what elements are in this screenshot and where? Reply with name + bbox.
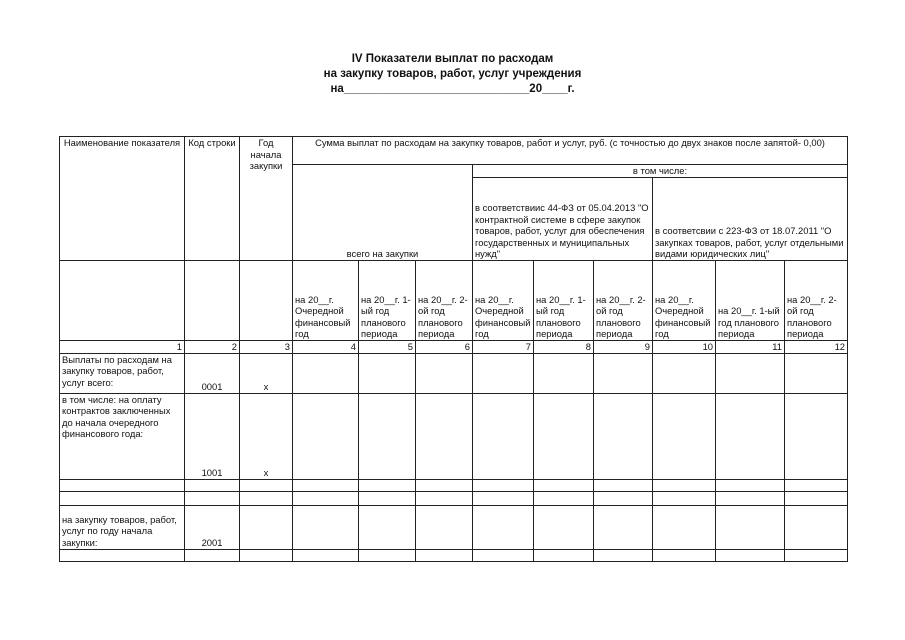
header-code: Код строки (185, 137, 240, 261)
value-cell[interactable] (416, 491, 473, 505)
row-year: x (240, 393, 293, 479)
payments-table (59, 136, 848, 562)
period-header: на 20__г. Очередной финансовый год (653, 261, 716, 341)
row-name: на закупку товаров, работ, услуг по году начала закупки: (60, 505, 185, 549)
value-cell[interactable] (293, 491, 359, 505)
value-cell[interactable] (534, 549, 594, 561)
row-code: 1001 (185, 393, 240, 479)
column-number: 10 (653, 341, 716, 354)
row-year (240, 549, 293, 561)
value-cell[interactable] (653, 491, 716, 505)
value-cell[interactable] (716, 491, 785, 505)
row-name: в том числе: на оплату контрактов заключенных до начала очередного финансового года: (60, 393, 185, 479)
value-cell[interactable] (359, 549, 416, 561)
column-number: 2 (185, 341, 240, 354)
period-header: на 20__г. 1-ый год планового периода (359, 261, 416, 341)
value-cell[interactable] (473, 353, 534, 393)
period-header: на 20__г. 1-ый год планового периода (716, 261, 785, 341)
value-cell[interactable] (359, 353, 416, 393)
value-cell[interactable] (653, 549, 716, 561)
value-cell[interactable] (359, 479, 416, 491)
value-cell[interactable] (785, 393, 848, 479)
value-cell[interactable] (473, 549, 534, 561)
value-cell[interactable] (473, 491, 534, 505)
value-cell[interactable] (416, 479, 473, 491)
table-row (60, 491, 848, 505)
value-cell[interactable] (716, 479, 785, 491)
row-code (185, 479, 240, 491)
value-cell[interactable] (534, 479, 594, 491)
row-code (185, 549, 240, 561)
value-cell[interactable] (293, 549, 359, 561)
column-number: 8 (534, 341, 594, 354)
table-row (60, 353, 848, 393)
column-number: 4 (293, 341, 359, 354)
value-cell[interactable] (534, 491, 594, 505)
value-cell[interactable] (594, 505, 653, 549)
value-cell[interactable] (359, 393, 416, 479)
value-cell[interactable] (716, 549, 785, 561)
value-cell[interactable] (653, 505, 716, 549)
value-cell[interactable] (653, 479, 716, 491)
column-number: 3 (240, 341, 293, 354)
row-year (240, 505, 293, 549)
header-name: Наименование показателя (60, 137, 185, 261)
column-numbers-row (60, 341, 848, 354)
column-number: 12 (785, 341, 848, 354)
table-row (60, 549, 848, 561)
header-sum: Сумма выплат по расходам на закупку товаров, работ и услуг, руб. (с точностью до двух знаков после запятой- 0,00) (293, 137, 848, 165)
column-number: 7 (473, 341, 534, 354)
header-223fz: в соответсвии с 223-ФЗ от 18.07.2011 "О закупках товаров, работ, услуг отдельными видами юридических лиц" (653, 178, 848, 261)
period-header: на 20__г. Очередной финансовый год (293, 261, 359, 341)
table-row (60, 393, 848, 479)
value-cell[interactable] (416, 549, 473, 561)
column-number: 9 (594, 341, 653, 354)
value-cell[interactable] (416, 505, 473, 549)
value-cell[interactable] (416, 393, 473, 479)
row-year: x (240, 353, 293, 393)
row-code (185, 491, 240, 505)
value-cell[interactable] (594, 353, 653, 393)
table-row (60, 505, 848, 549)
value-cell[interactable] (293, 479, 359, 491)
value-cell[interactable] (534, 353, 594, 393)
section-date-line: на_____________________________20____г. (330, 83, 575, 95)
value-cell[interactable] (594, 491, 653, 505)
table-row (60, 479, 848, 491)
column-number: 1 (60, 341, 185, 354)
row-name (60, 549, 185, 561)
value-cell[interactable] (293, 353, 359, 393)
row-year (240, 479, 293, 491)
value-cell[interactable] (716, 505, 785, 549)
value-cell[interactable] (653, 353, 716, 393)
value-cell[interactable] (594, 549, 653, 561)
row-year (240, 491, 293, 505)
row-code: 2001 (185, 505, 240, 549)
value-cell[interactable] (785, 479, 848, 491)
row-code: 0001 (185, 353, 240, 393)
header-year: Год начала закупки (240, 137, 293, 261)
row-name (60, 491, 185, 505)
value-cell[interactable] (594, 479, 653, 491)
value-cell[interactable] (785, 353, 848, 393)
value-cell[interactable] (785, 549, 848, 561)
value-cell[interactable] (473, 505, 534, 549)
value-cell[interactable] (785, 491, 848, 505)
column-number: 5 (359, 341, 416, 354)
period-header: на 20__г. 2-ой год планового периода (594, 261, 653, 341)
value-cell[interactable] (293, 393, 359, 479)
period-header: на 20__г. 2-ой год планового периода (785, 261, 848, 341)
column-number: 11 (716, 341, 785, 354)
value-cell[interactable] (473, 393, 534, 479)
period-header: на 20__г. 2-ой год планового периода (416, 261, 473, 341)
value-cell[interactable] (534, 505, 594, 549)
header-44fz: в соответствиис 44-ФЗ от 05.04.2013 "О контрактной системе в сфере закупок товаров, работ, услуг для обеспечения государственных и муниципальных нужд" (473, 178, 653, 261)
value-cell[interactable] (716, 353, 785, 393)
row-name: Выплаты по расходам на закупку товаров, работ, услуг всего: (60, 353, 185, 393)
value-cell[interactable] (473, 479, 534, 491)
section-title: IV Показатели выплат по расходам (351, 53, 554, 65)
value-cell[interactable] (416, 353, 473, 393)
value-cell[interactable] (293, 505, 359, 549)
period-header: на 20__г. 1-ый год планового периода (534, 261, 594, 341)
row-name (60, 479, 185, 491)
header-total: всего на закупки (293, 165, 473, 261)
period-header: на 20__г. Очередной финансовый год (473, 261, 534, 341)
value-cell[interactable] (594, 393, 653, 479)
section-subtitle: на закупку товаров, работ, услуг учреждения (323, 68, 582, 80)
value-cell[interactable] (359, 491, 416, 505)
column-number: 6 (416, 341, 473, 354)
value-cell[interactable] (785, 505, 848, 549)
value-cell[interactable] (653, 393, 716, 479)
value-cell[interactable] (359, 505, 416, 549)
value-cell[interactable] (716, 393, 785, 479)
header-including: в том числе: (473, 165, 848, 178)
value-cell[interactable] (534, 393, 594, 479)
